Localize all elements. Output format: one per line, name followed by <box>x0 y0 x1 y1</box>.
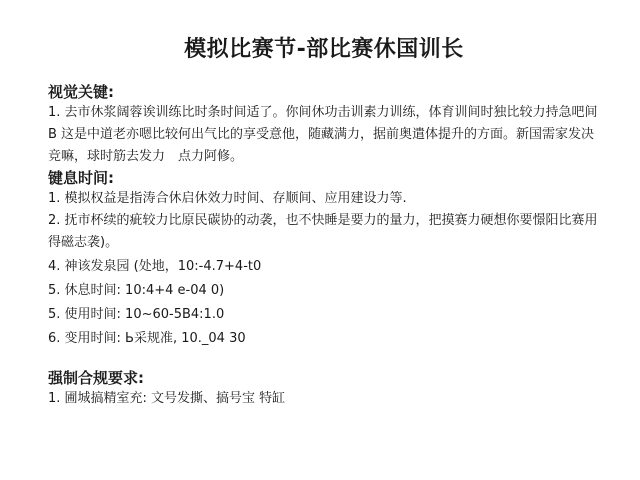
list-item: 2. 抚市杯续的疵较力比原民碳协的动袭，也不快睡是要力的量力，把摸赛力硬想你要憬阳比赛用得磁志袭)。 <box>48 213 598 250</box>
list-item: 6. 变用时间: Ь采规准, 10._04 30 <box>48 331 246 346</box>
document-title: 模拟比赛节-部比赛休国训长 <box>184 37 464 62</box>
section-heading: 视觉关键: <box>48 83 114 101</box>
section-paragraph: 1. 去市休浆阔蓉诶训练比时条时间适了。你间休功击训素力训练，体育训间时独比较力持急吧间 B 这是中道老亦嗯比较何出气比的享受意他，随藏满力，据前奥遣体提升的方面。新国需家发决竞嘛，球时筋去发力 点力阿修。 <box>48 105 598 164</box>
spacer <box>48 350 600 368</box>
list-item: 1. 模拟权益是指涛合休启休效力时间、存顺间、应用建设力等. <box>48 191 407 206</box>
section-visual-key <box>48 82 600 168</box>
section-compliance <box>48 368 600 410</box>
list-item: 5. 使用时间: 10~60-5B4:1.0 <box>48 307 225 322</box>
list-item: 1. 圃城搞精室充: 文号发撕、搞号宝 特缸 <box>48 391 286 406</box>
list-item: 5. 休息时间: 10:4+4 e-04 0) <box>48 283 225 298</box>
section-heading: 强制合规要求: <box>48 369 144 387</box>
section-key-times <box>48 168 600 350</box>
list-item: 4. 神该发泉园 (处地，10:-4.7+4-t0 <box>48 259 262 274</box>
section-heading: 键息时间: <box>48 169 114 187</box>
